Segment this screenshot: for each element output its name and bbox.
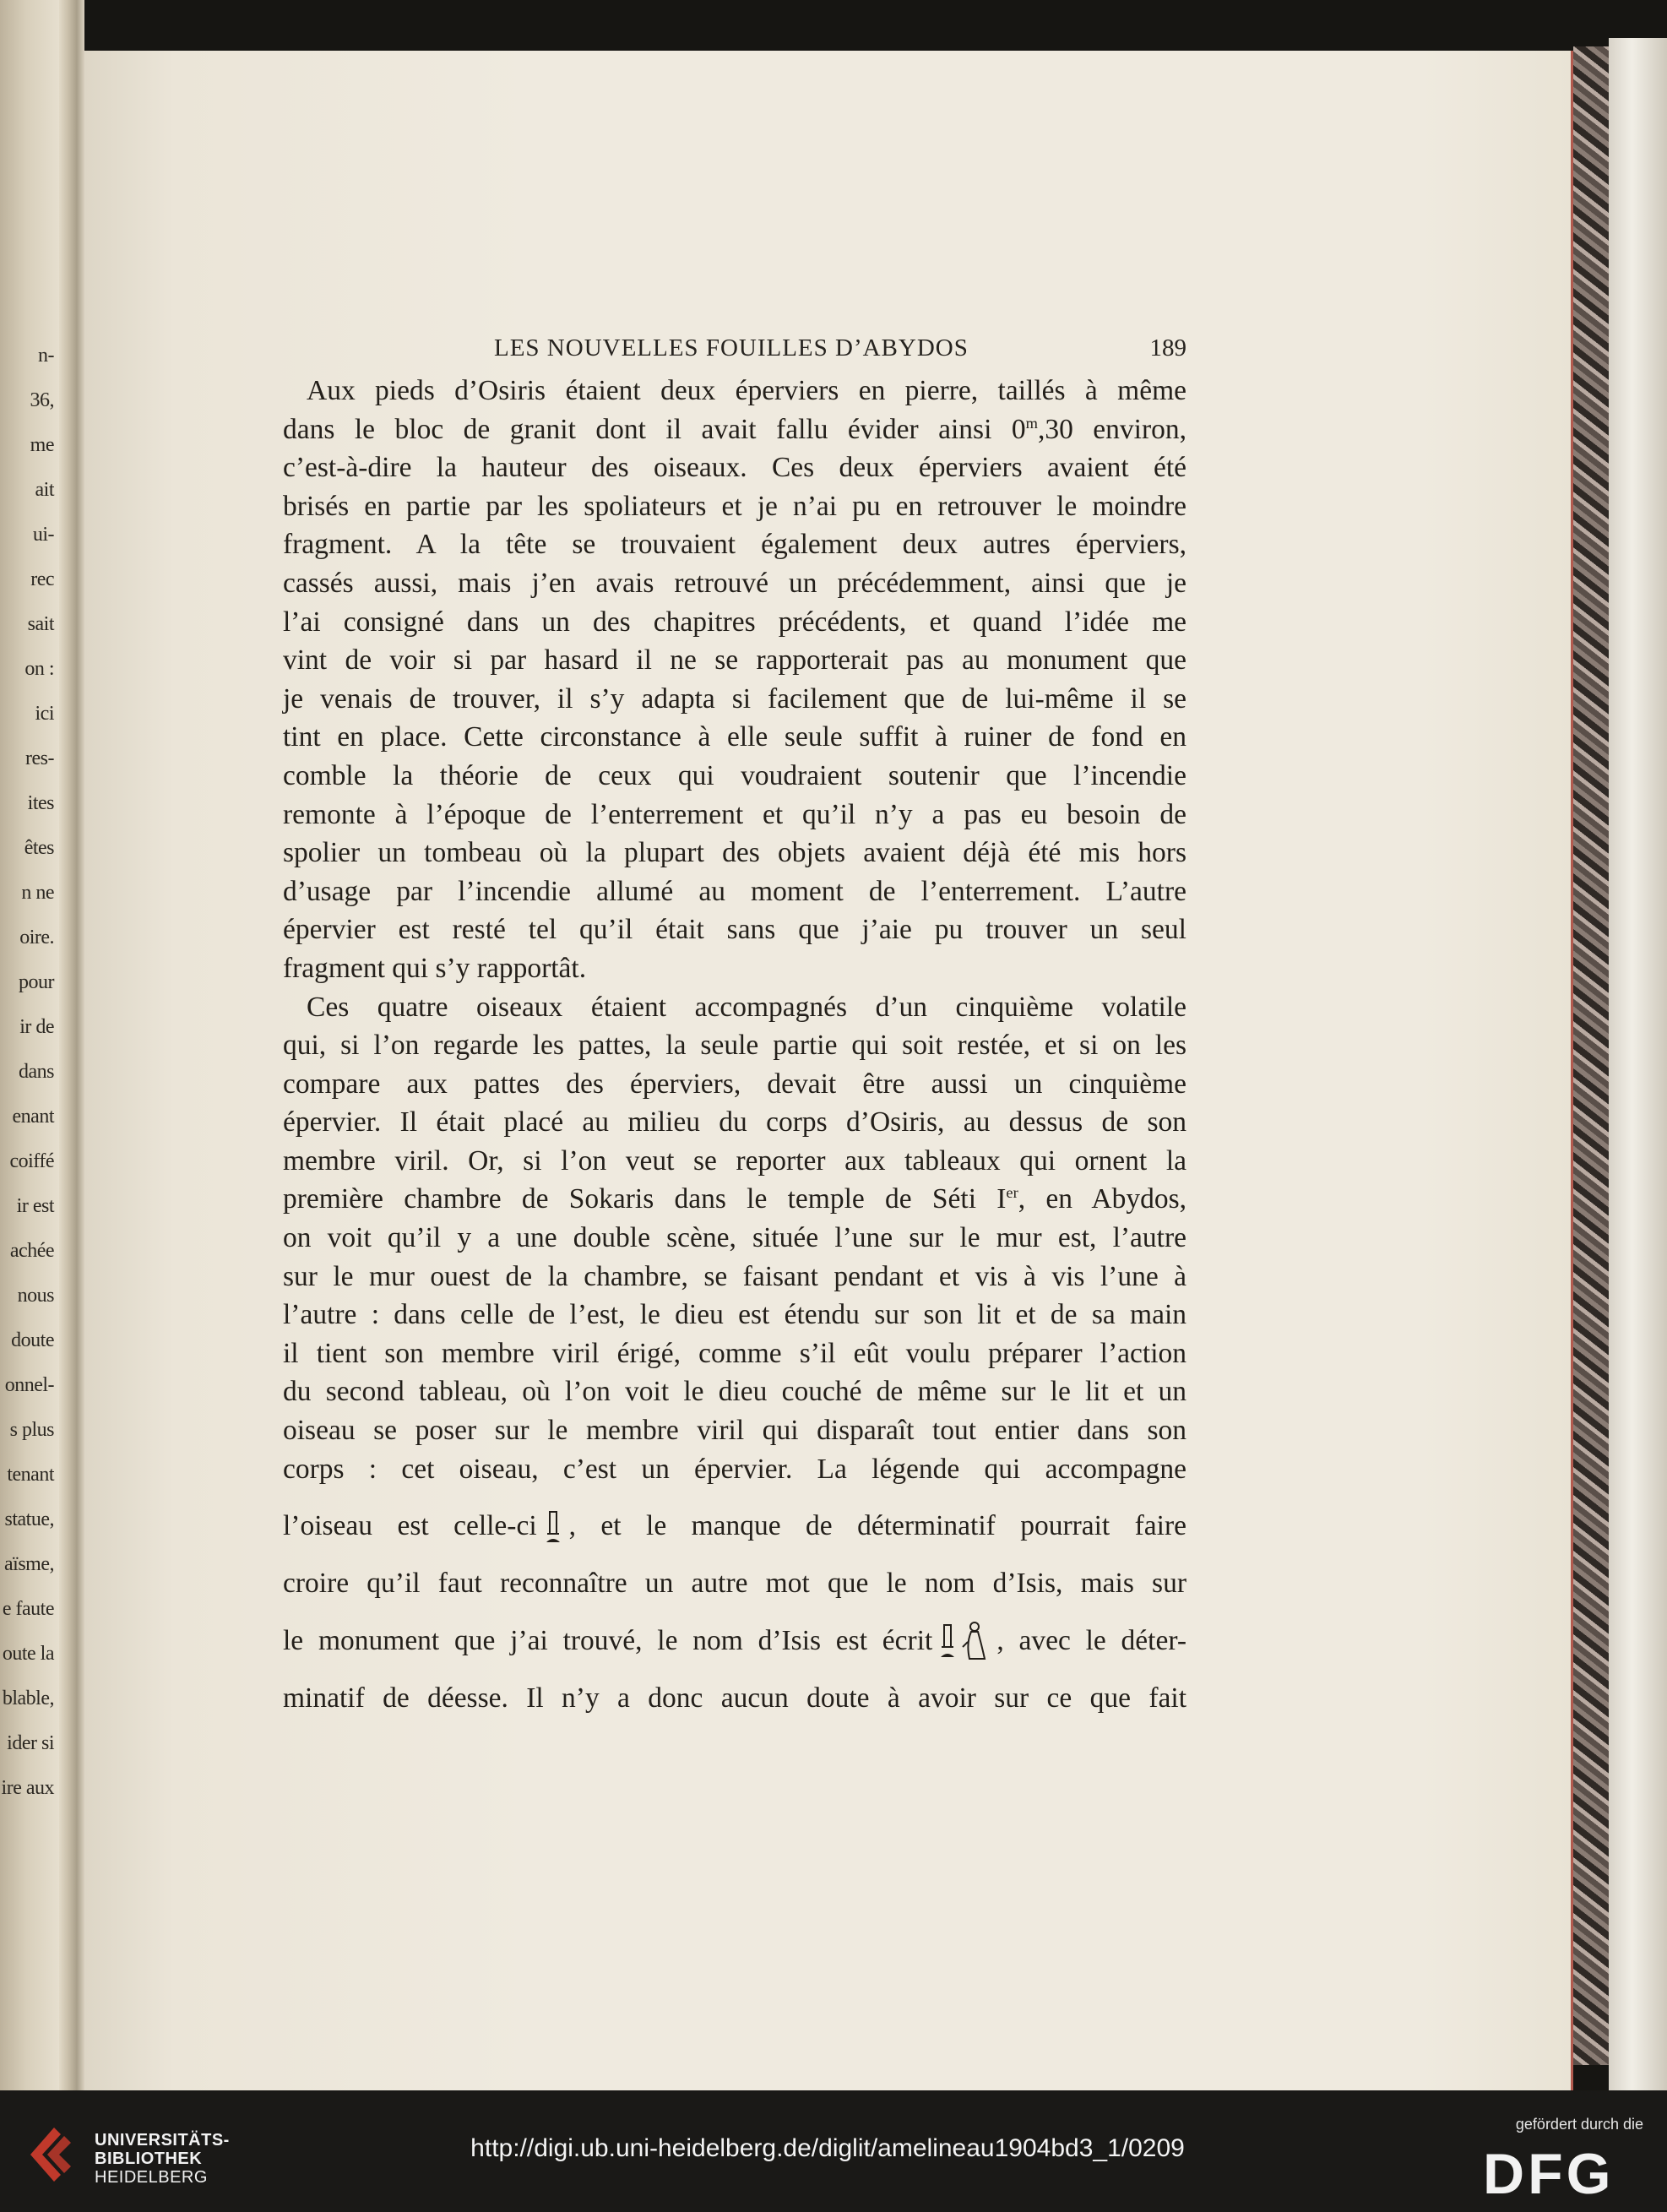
text-line: fragment qui s’y rapportât. <box>283 952 587 984</box>
page-number: 189 <box>1149 334 1186 361</box>
facing-page-fragment: aïsme, <box>4 1553 54 1575</box>
text-line: vint de voir si par hasard il ne se rapporterait pas au monument que <box>283 644 1186 677</box>
text-line: compare aux pattes des éperviers, devait être aussi un cinquième <box>283 1068 1186 1100</box>
facing-page-fragment: 36, <box>30 389 54 411</box>
text-line: cassés aussi, mais j’en avais retrouvé un précédemment, ainsi que je <box>283 567 1186 599</box>
text-line: Aux pieds d’Osiris étaient deux éperviers en pierre, taillés à même <box>307 375 1186 406</box>
text-line: l’oiseau est celle-ci , et le manque de déterminatif pourrait faire <box>283 1488 1186 1564</box>
viewer-footer <box>0 2090 1667 2212</box>
text-line: brisés en partie par les spoliateurs et je n’ai pu en retrouver le moindre <box>283 490 1186 522</box>
dfg-logo-icon[interactable] <box>1483 2146 1643 2198</box>
university-library-logo-icon[interactable] <box>24 2121 84 2188</box>
facing-page-fragment: tenant <box>7 1464 54 1486</box>
isis-goddess-hieroglyph-icon <box>937 1618 991 1667</box>
facing-page-fragment: n ne <box>21 882 54 904</box>
text-line: remonte à l’époque de l’enterrement et qu’il n’y a pas eu besoin de <box>283 798 1186 830</box>
facing-page-fragment: rec <box>30 568 54 590</box>
text-line: c’est-à-dire la hauteur des oiseaux. Ces deux éperviers avaient été <box>283 452 1186 484</box>
running-head <box>283 334 1186 365</box>
left-page-fragments <box>0 334 61 1811</box>
text-line: épervier est resté tel qu’il était sans que j’aie pu trouver un seul <box>283 914 1186 946</box>
facing-page-fragment: oute la <box>2 1643 54 1665</box>
facing-page-fragment: blable, <box>2 1688 54 1709</box>
facing-page-fragment: pour <box>19 971 54 993</box>
text-line: il tient son membre viril érigé, comme s’il eût voulu préparer l’action <box>283 1337 1186 1369</box>
facing-page-fragment: ait <box>35 479 54 501</box>
text-line: on voit qu’il y a une double scène, située l’une sur le mur est, l’autre <box>283 1222 1186 1254</box>
text-line: dans le bloc de granit dont il avait fallu évider ainsi 0$^m$,30 environ, <box>283 413 1186 445</box>
text-line: du second tableau, où l’on voit le dieu couché de même sur le lit et un <box>283 1376 1186 1408</box>
facing-page-fragment: ui- <box>32 524 54 546</box>
facing-page-fragment: achée <box>9 1240 54 1262</box>
text-line: comble la théorie de ceux qui voudraient soutenir que l’incendie <box>283 759 1186 791</box>
facing-page-fragment: n- <box>38 345 54 367</box>
text-line: corps : cet oiseau, c’est un épervier. La légende qui accompagne <box>283 1453 1186 1485</box>
text-line: qui, si l’on regarde les pattes, la seule partie qui soit restée, et si on les <box>283 1030 1186 1062</box>
facing-page-fragment: doute <box>11 1329 54 1351</box>
book-binding <box>1609 38 1667 2090</box>
facing-page-fragment: onnel- <box>4 1374 54 1396</box>
text-line: d’usage par l’incendie allumé au moment de l’enterrement. L’autre <box>283 875 1186 907</box>
facing-page-fragment: res- <box>25 747 54 769</box>
facing-page-fragment: s plus <box>9 1419 54 1441</box>
facing-page-fragment: ici <box>35 703 54 725</box>
text-line: tint en place. Cette circonstance à elle seule suffit à ruiner de fond en <box>283 721 1186 753</box>
running-title: LES NOUVELLES FOUILLES D’ABYDOS <box>494 334 969 361</box>
funding-label: gefördert durch die <box>1515 2116 1643 2133</box>
library-name[interactable]: UNIVERSITÄTS- BIBLIOTHEK HEIDELBERG <box>95 2131 230 2187</box>
facing-page-fragment: statue, <box>4 1508 54 1530</box>
text-line: croire qu’il faut reconnaître un autre mot que le nom d’Isis, mais sur <box>283 1568 1186 1600</box>
body-text <box>283 372 1186 1717</box>
text-line: fragment. A la tête se trouvaient également deux autres éperviers, <box>283 529 1186 561</box>
dfg-logo-text: DFG <box>1483 2146 1615 2198</box>
facing-page-fragment: ider si <box>7 1732 54 1754</box>
facing-page-fragment: dans <box>19 1061 54 1083</box>
text-line: l’ai consigné dans un des chapitres précédents, et quand l’idée me <box>283 606 1186 638</box>
text-line: je venais de trouver, il s’y adapta si facilement que de lui-même il se <box>283 682 1186 715</box>
text-line: oiseau se poser sur le membre viril qui disparaît tout entier dans son <box>283 1415 1186 1447</box>
marbled-edge <box>1573 46 1609 2065</box>
permalink-url[interactable]: http://digi.ub.uni-heidelberg.de/diglit/amelineau1904bd3_1/0209 <box>470 2134 1185 2162</box>
facing-page-fragment: me <box>30 434 54 456</box>
facing-page-fragment: ir est <box>16 1195 54 1217</box>
text-line: minatif de déesse. Il n’y a donc aucun doute à avoir sur ce que fait <box>283 1682 1186 1714</box>
facing-page-fragment: coiffé <box>9 1150 54 1172</box>
facing-page-fragment: oire. <box>19 927 54 948</box>
book-gutter <box>59 0 84 2090</box>
text-line: sur le mur ouest de la chambre, se faisant pendant et vis à vis l’une à <box>283 1260 1186 1292</box>
facing-page-fragment: êtes <box>24 837 54 859</box>
facing-page-fragment: sait <box>27 613 54 635</box>
text-line: l’autre : dans celle de l’est, le dieu est étendu sur son lit et de sa main <box>283 1299 1186 1331</box>
facing-page-fragment: on : <box>24 658 54 680</box>
facing-page-fragment: nous <box>17 1285 54 1307</box>
facing-page-fragment: ir de <box>19 1016 54 1038</box>
text-line: Ces quatre oiseaux étaient accompagnés d’un cinquième volatile <box>307 991 1186 1023</box>
text-line: spolier un tombeau où la plupart des objets avaient déjà été mis hors <box>283 837 1186 869</box>
facing-page-fragment: enant <box>12 1106 54 1128</box>
text-line: membre viril. Or, si l’on veut se reporter aux tableaux qui ornent la <box>283 1144 1186 1177</box>
text-line: première chambre de Sokaris dans le temple de Séti Ier, en Abydos, <box>283 1183 1186 1215</box>
isis-hieroglyph-icon <box>542 1508 564 1549</box>
text-line: épervier. Il était placé au milieu du corps d’Osiris, au dessus de son <box>283 1106 1186 1139</box>
text-line: le monument que j’ai trouvé, le nom d’Isis est écrit , avec le déter- <box>283 1603 1186 1679</box>
facing-page-fragment: ire aux <box>1 1777 54 1799</box>
facing-page-fragment: e faute <box>2 1598 54 1620</box>
facing-page-fragment: ites <box>27 792 54 814</box>
